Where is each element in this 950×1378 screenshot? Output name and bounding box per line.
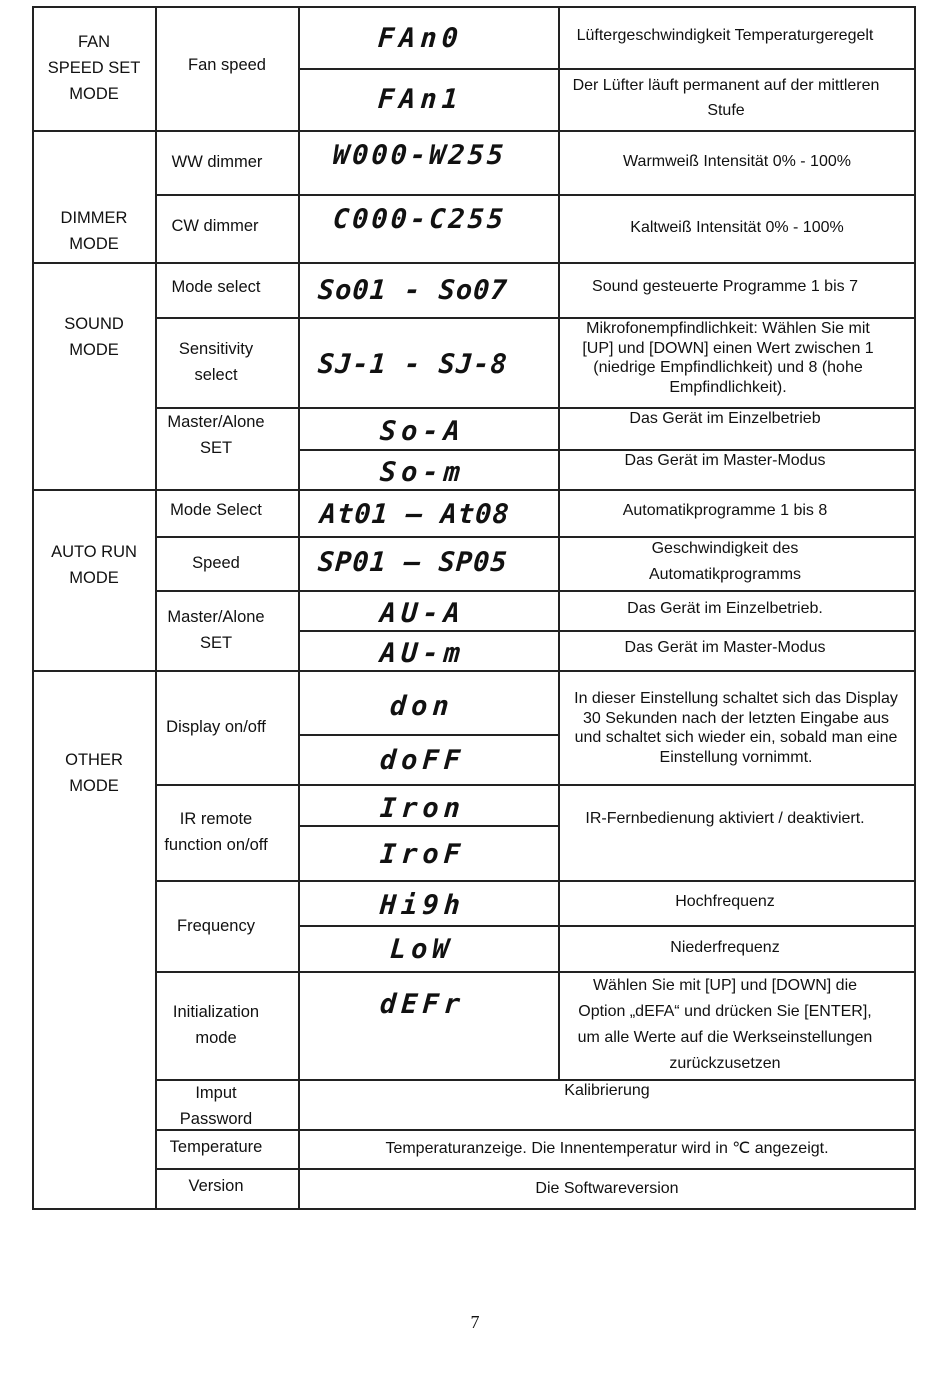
function-frequency: Frequency	[177, 916, 255, 935]
description-sj: Mikrofonempfindlichkeit: Wählen Sie mit [UP] und [DOWN] einen Wert zwischen 1 (niedrige Empfindlichkeit) und 8 (hohe Empfindlichkeit).	[582, 320, 874, 396]
description-so-a: Das Gerät im Einzelbetrieb	[629, 410, 821, 428]
function-sound-mode-select: Mode select	[171, 278, 261, 296]
function-ir-remote: IR remote function on/off	[164, 810, 268, 854]
display-code-au-m: AU-m	[378, 637, 467, 669]
function-sound-master-alone: Master/Alone SET	[167, 412, 265, 457]
table-line	[298, 68, 916, 70]
function-initialization-mode: Initialization mode	[172, 1003, 260, 1047]
display-code-so-a: So-A	[378, 415, 467, 447]
function-auto-mode-select: Mode Select	[170, 501, 262, 519]
description-init: Wählen Sie mit [UP] und [DOWN] die Option „dEFA“ und drücken Sie [ENTER], um alle Werte auf die Werkseinstellungen zurückzusetzen	[577, 977, 873, 1072]
table-line	[914, 6, 916, 1209]
description-cw: Kaltweiß Intensität 0% - 100%	[630, 219, 844, 237]
description-low: Niederfrequenz	[670, 939, 780, 957]
function-sensitivity-select: Sensitivity select	[178, 340, 254, 384]
description-so: Sound gesteuerte Programme 1 bis 7	[592, 278, 858, 296]
display-code-high: Hi9h	[378, 889, 467, 921]
display-code-au-a: AU-A	[378, 597, 467, 629]
table-line	[298, 734, 558, 736]
description-au-m: Das Gerät im Master-Modus	[624, 639, 826, 657]
function-display-on-off: Display on/off	[166, 718, 266, 736]
display-code-irof: IroF	[378, 838, 467, 870]
display-code-so: So01 - So07	[316, 274, 509, 306]
function-ww-dimmer: WW dimmer	[171, 153, 263, 171]
description-version: Die Softwareversion	[535, 1180, 679, 1198]
group-sound-mode: SOUND MODE	[64, 315, 124, 359]
group-fan-speed-set-mode: FAN SPEED SET MODE	[47, 33, 141, 103]
description-fan1: Der Lüfter läuft permanent auf der mittleren Stufe	[572, 77, 880, 119]
description-temperature: Temperaturanzeige. Die Innentemperatur wird in ℃ angezeigt.	[385, 1140, 829, 1158]
page-number: 7	[470, 1312, 480, 1332]
function-input-password: Imput Password	[179, 1084, 253, 1128]
description-display: In dieser Einstellung schaltet sich das Display 30 Sekunden nach der letzten Eingabe aus und schaltet sich wieder ein, sobald man eine Einstellung vornimmt.	[574, 690, 898, 766]
display-code-low: LoW	[388, 933, 455, 965]
display-code-fan0: FAn0	[376, 22, 465, 54]
description-password: Kalibrierung	[564, 1082, 650, 1100]
description-fan0: Lüftergeschwindigkeit Temperaturgeregelt	[576, 27, 874, 45]
display-code-sp: SP01 — SP05	[316, 546, 509, 578]
table-line	[32, 1208, 916, 1210]
function-cw-dimmer: CW dimmer	[171, 217, 259, 235]
display-code-defr: dEFr	[378, 988, 467, 1020]
group-other-mode: OTHER MODE	[65, 750, 123, 795]
function-fan-speed: Fan speed	[188, 56, 266, 74]
description-sp: Geschwindigkeit des Automatikprogramms	[648, 540, 802, 583]
function-speed: Speed	[192, 554, 240, 572]
description-so-m: Das Gerät im Master-Modus	[624, 452, 826, 470]
description-at: Automatikprogramme 1 bis 8	[622, 502, 828, 520]
description-au-a: Das Gerät im Einzelbetrieb.	[627, 600, 823, 618]
display-code-don: don	[388, 690, 455, 722]
display-code-ww: W000-W255	[331, 139, 508, 171]
display-code-iron: Iron	[378, 792, 467, 824]
display-code-doff: doFF	[378, 744, 467, 776]
group-dimmer-mode: DIMMER MODE	[60, 209, 128, 253]
description-ww: Warmweiß Intensität 0% - 100%	[623, 153, 851, 171]
display-code-so-m: So-m	[378, 456, 467, 488]
description-high: Hochfrequenz	[675, 893, 775, 911]
display-code-fan1: FAn1	[376, 83, 465, 115]
display-code-at: At01 — At08	[318, 498, 511, 530]
display-code-cw: C000-C255	[331, 203, 508, 235]
function-temperature: Temperature	[169, 1138, 263, 1156]
description-ir: IR-Fernbedienung aktiviert / deaktiviert.	[585, 810, 865, 828]
table-line	[298, 6, 300, 1209]
display-code-sj: SJ-1 - SJ-8	[316, 348, 509, 380]
group-auto-run-mode: AUTO RUN MODE	[51, 542, 137, 587]
function-version: Version	[188, 1177, 244, 1195]
function-auto-master-alone: Master/Alone SET	[167, 608, 265, 652]
